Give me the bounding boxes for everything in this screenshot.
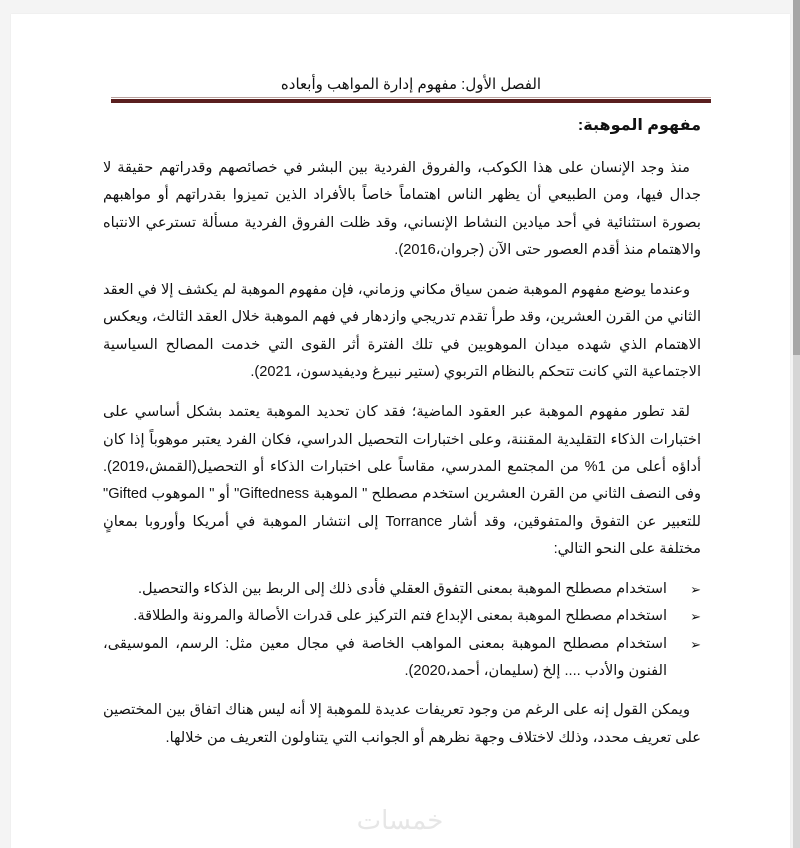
- bullet-text: استخدام مصطلح الموهبة بمعنى المواهب الخاصة في مجال معين مثل: الرسم، الموسيقى، الفنون والأدب .... إلخ (سليمان، أحمد،2020).: [103, 635, 667, 680]
- bullet-list: [103, 576, 701, 685]
- scrollbar-thumb[interactable]: [793, 0, 800, 355]
- bullet-text: استخدام مصطلح الموهبة بمعنى الإبداع فتم التركيز على قدرات الأصالة والمرونة والطلاقة.: [133, 608, 667, 625]
- arrowhead-bullet-icon: ➢: [690, 636, 701, 652]
- header-rule: [111, 97, 711, 103]
- khamsat-watermark: خمسات: [356, 806, 444, 836]
- header-rule-thick-line: [111, 99, 711, 103]
- arrowhead-bullet-icon: ➢: [690, 582, 701, 598]
- bullet-item: [103, 603, 701, 630]
- bullet-item: [103, 576, 701, 603]
- document-body: [103, 112, 701, 765]
- chapter-header-title: الفصل الأول: مفهوم إدارة المواهب وأبعاده: [280, 76, 542, 93]
- arrowhead-bullet-icon: ➢: [690, 609, 701, 625]
- bullet-text: استخدام مصطلح الموهبة بمعنى التفوق العقلي فأدى ذلك إلى الربط بين الذكاء والتحصيل.: [137, 581, 667, 598]
- paragraph-3: لقد تطور مفهوم الموهبة عبر العقود الماضية؛ فقد كان تحديد الموهبة يعتمد بشكل أساسي على اختبارات الذكاء التقليدية المقننة، وعلى اختبارات التحصيل الدراسي، فكان الفرد يعتبر موهوباً إذا كان أداؤه أعلى من 1% من المجتمع المدرسي، مقاساً على اختبارات الذكاء أو التحصيل(القمش،2019). وفى النصف الثاني من القرن العشرين استخدم مصطلح " الموهبة Giftedness" أو " الموهوب Gifted" للتعبير عن التفوق والمتفوقين، وقد أشار Torrance إلى انتشار الموهبة في أمريكا وأوروبا بمعانٍ مختلفة على النحو التالي:: [103, 404, 702, 557]
- closing-paragraph: ويمكن القول إنه على الرغم من وجود تعريفات عديدة للموهبة إلا أنه ليس هناك اتفاق بين المختصين على تعريف محدد، وذلك لاختلاف وجهة نظرهم أو الجوانب التي يتناولون التعريف من خلالها.: [103, 702, 701, 746]
- bullet-item: [103, 631, 701, 686]
- paragraph-1: منذ وجد الإنسان على هذا الكوكب، والفروق الفردية بين البشر في خصائصهم وقدراتهم حقيقة لا جدال فيها، ومن الطبيعي أن يظهر الناس اهتماماً خاصاً بالأفراد الذين تميزوا بقدراتهم أو مواهبهم بصورة استثنائية في أحد ميادين النشاط الإنساني، وقد ظلت الفروق الفردية مسألة تسترعي الانتباه والاهتمام منذ أقدم العصور حتى الآن (جروان،2016).: [103, 160, 701, 258]
- section-heading: مفهوم الموهبة:: [577, 117, 701, 134]
- header-rule-thin-line: [111, 97, 711, 98]
- paragraph-2: وعندما يوضع مفهوم الموهبة ضمن سياق مكاني وزماني، فإن مفهوم الموهبة لم يكشف إلا في العقد الثاني من القرن العشرين، وقد طرأ تقدم تدريجي وازدهار في فهم الموهبة خلال العقد الثالث، ويعكس الاهتمام الذي شهده ميدان الموهوبين في تلك الفترة أثر القوى التي خدمت المصالح السياسية الاجتماعية التي كانت تتحكم بالنظام التربوي (ستير نبيرغ وديفيدسون، 2021).: [103, 282, 701, 381]
- vertical-scrollbar[interactable]: [793, 0, 800, 848]
